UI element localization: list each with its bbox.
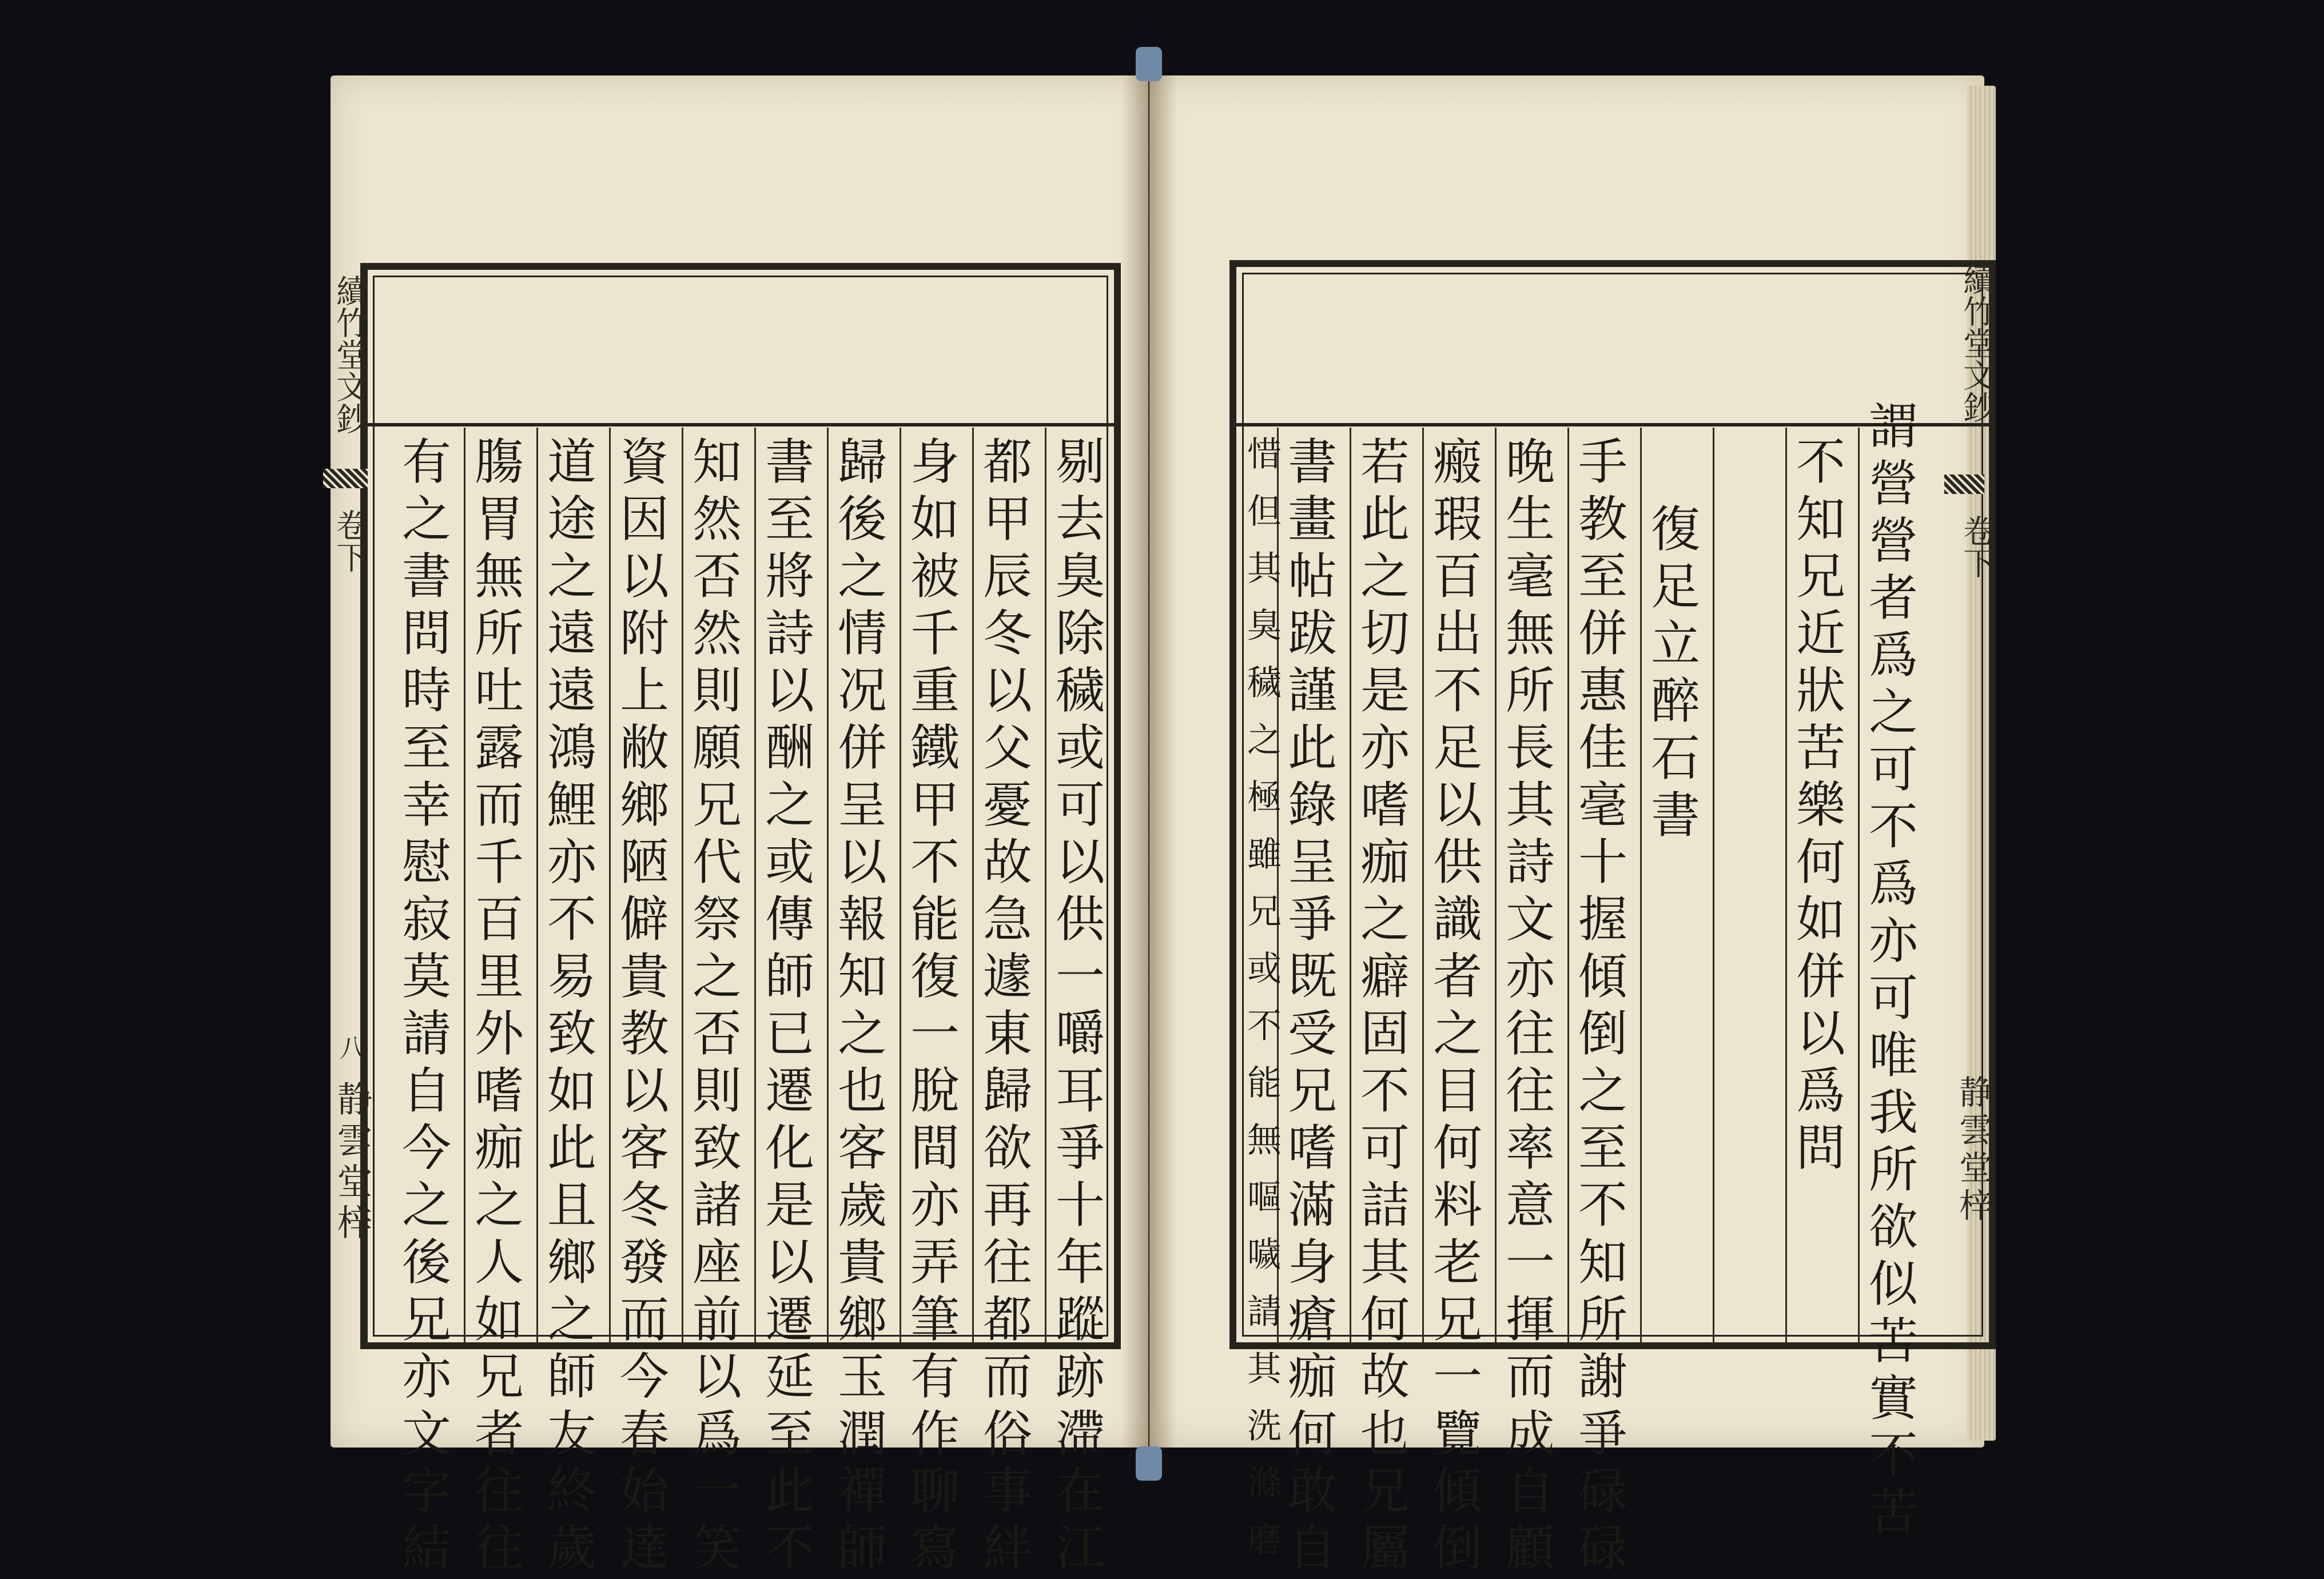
text-column: 若此之切是亦嗜痂之癖固不可詰其何故也兄屬 — [1352, 436, 1409, 1579]
text-column: 道途之遠遠鴻鯉亦不易致如此且鄉之師友終歲 — [539, 436, 596, 1579]
text-column: 都甲辰冬以父憂故急遽東歸欲再往都而俗事絆 — [974, 436, 1032, 1579]
text-column: 晚生毫無所長其詩文亦往往率意一揮而成自顧 — [1497, 436, 1554, 1579]
volume-label: 卷下 — [331, 509, 368, 573]
text-column: 知然否然則願兄代祭之否則致諸座前以爲一笑 — [684, 436, 741, 1579]
column-divider — [464, 428, 465, 1342]
text-column: 惜但其臭穢之極雖兄或不能無嘔噦請其洗滌磨 — [1241, 436, 1282, 1579]
binding-gutter — [1122, 75, 1177, 1448]
column-divider — [609, 428, 611, 1342]
left-head-rule — [367, 423, 1114, 426]
column-divider — [1495, 428, 1497, 1342]
text-column: 書至將詩以酬之或傳師已遷化是以遷延至此不 — [757, 436, 814, 1579]
text-column: 資因以附上敝鄉陋僻貴教以客冬發而今春始達 — [611, 436, 668, 1579]
column-divider — [827, 428, 829, 1342]
column-divider — [1640, 428, 1642, 1342]
text-column: 歸後之情况併呈以報知之也客歲貴鄉玉潤禪師 — [829, 436, 886, 1579]
column-divider — [972, 428, 974, 1342]
left-margin-strip — [323, 263, 373, 1349]
text-column: 膓胃無所吐露而千百里外嗜痂之人如兄者往往 — [466, 436, 523, 1579]
text-column: 手教至併惠佳毫十握傾倒之至不知所謝爭碌碌 — [1570, 436, 1627, 1579]
volume-label: 卷下 — [1958, 515, 1995, 579]
column-divider — [1350, 428, 1351, 1342]
column-divider — [1422, 428, 1424, 1342]
book-title: 續竹堂文鈔 — [1958, 263, 1995, 423]
folio-number: 八 — [335, 1035, 364, 1060]
text-column: 身如被千重鐵甲不能復一脫間亦弄筆有作聊寫 — [902, 436, 959, 1579]
column-divider — [536, 428, 538, 1342]
binding-thread-top — [1136, 47, 1162, 81]
text-column: 書畫帖跋謹此錄呈爭既受兄嗜滿身瘡痂何敢自 — [1279, 436, 1336, 1579]
text-column: 有之書問時至幸慰寂莫請自今之後兄亦文字結 — [393, 436, 451, 1579]
fish-tail-ornament — [1944, 475, 1984, 494]
text-column: 謂營營者爲之可不爲亦可唯我所欲似苦實不苦 — [1860, 400, 1917, 1544]
text-column: 不知兄近狀苦樂何如併以爲問 — [1788, 436, 1845, 1179]
text-column: 瘢瑕百出不足以供識者之目何料老兄一覽傾倒 — [1424, 436, 1482, 1579]
book-title: 續竹堂文鈔 — [331, 274, 368, 434]
column-divider — [682, 428, 683, 1342]
column-divider — [1785, 428, 1787, 1342]
text-column: 剔去臭除穢或可以供一嚼耳爭十年蹤跡滯在江 — [1047, 436, 1104, 1579]
column-divider — [754, 428, 756, 1342]
press-mark: 静雲堂梓 — [1953, 1075, 1992, 1226]
fish-tail-ornament — [323, 469, 368, 488]
column-divider — [1858, 428, 1860, 1342]
column-divider — [1713, 428, 1714, 1342]
column-divider — [1045, 428, 1046, 1342]
column-divider — [900, 428, 901, 1342]
binding-thread-bottom — [1136, 1446, 1162, 1481]
press-mark: 静雲堂梓 — [331, 1080, 373, 1245]
column-divider — [1567, 428, 1569, 1342]
letter-heading: 復足立醉石書 — [1642, 503, 1700, 846]
